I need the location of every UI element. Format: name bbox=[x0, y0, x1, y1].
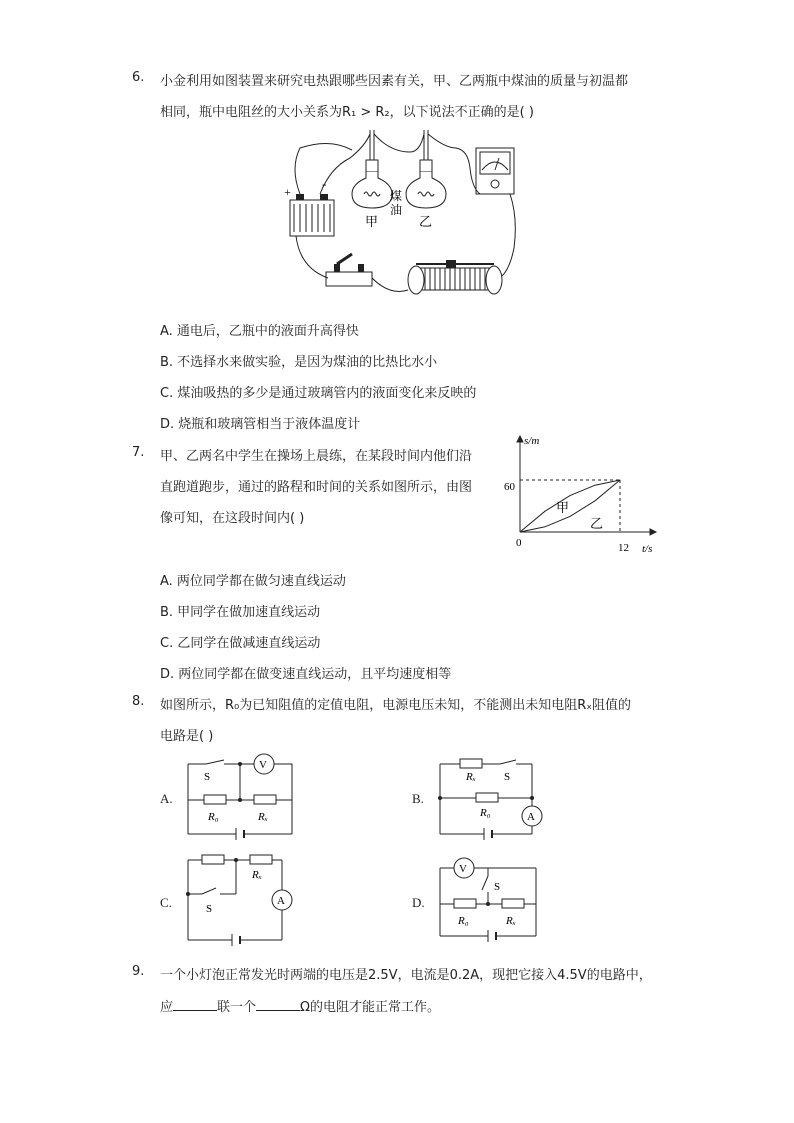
r0-resistor bbox=[202, 855, 224, 864]
answer-blank-resistance[interactable] bbox=[256, 998, 300, 1011]
kerosene-label: 油 bbox=[390, 203, 403, 217]
switch-icon bbox=[500, 760, 516, 764]
question-text: 像可知，在这段时间内( ) bbox=[160, 511, 305, 526]
rx-resistor bbox=[502, 899, 524, 908]
svg-text:S: S bbox=[204, 771, 211, 783]
switch-icon bbox=[202, 888, 216, 894]
option-c[interactable]: C. 煤油吸热的多少是通过玻璃管内的液面变化来反映的 bbox=[160, 386, 477, 401]
r0-resistor bbox=[476, 793, 498, 802]
rx-resistor bbox=[250, 855, 272, 864]
svg-text:V: V bbox=[459, 863, 467, 875]
flask-a-label: 甲 bbox=[365, 214, 379, 229]
circuit-b[interactable] bbox=[436, 752, 548, 844]
battery-minus-label: - bbox=[322, 176, 327, 191]
option-c-label[interactable]: C. bbox=[160, 895, 172, 910]
electric-heating-apparatus-figure bbox=[270, 128, 530, 310]
svg-text:Rₓ: Rₓ bbox=[252, 869, 262, 881]
option-a[interactable]: A. 通电后，乙瓶中的液面升高得快 bbox=[160, 324, 359, 339]
answer-blank-connection[interactable] bbox=[173, 998, 217, 1011]
svg-text:R₀: R₀ bbox=[458, 915, 469, 927]
question-text: 应 联一个 Ω的电阻才能正常工作。 bbox=[160, 1000, 440, 1015]
option-d[interactable]: D. 烧瓶和玻璃管相当于液体温度计 bbox=[160, 417, 361, 432]
switch-icon bbox=[326, 254, 372, 286]
question-text: 一个小灯泡正常发光时两端的电压是2.5V，电流是0.2A，现把它接入4.5V的电路中， bbox=[160, 968, 652, 983]
question-number: 6. bbox=[132, 70, 145, 85]
svg-text:S: S bbox=[206, 903, 213, 915]
svg-text:Rₓ: Rₓ bbox=[466, 771, 476, 783]
circuit-c[interactable] bbox=[184, 852, 296, 948]
circuit-a[interactable] bbox=[184, 750, 296, 844]
svg-text:S: S bbox=[494, 881, 501, 893]
option-d-label[interactable]: D. bbox=[412, 895, 425, 910]
r0-resistor bbox=[204, 795, 226, 804]
svg-text:Rₓ: Rₓ bbox=[506, 915, 516, 927]
x-tick-label: 12 bbox=[618, 542, 629, 554]
flask-b-icon bbox=[406, 130, 446, 208]
y-axis-arrow bbox=[517, 436, 523, 442]
origin-label: 0 bbox=[516, 537, 522, 549]
option-a-label[interactable]: A. bbox=[160, 791, 173, 806]
question-number: 7. bbox=[132, 445, 145, 460]
series-line-jia bbox=[520, 480, 620, 532]
svg-text:S: S bbox=[504, 771, 511, 783]
flask-b-label: 乙 bbox=[419, 214, 433, 229]
option-b[interactable]: B. 不选择水来做实验，是因为煤油的比热比水小 bbox=[160, 355, 438, 370]
svg-text:R₀: R₀ bbox=[208, 811, 219, 823]
y-axis-label: s/m bbox=[524, 435, 540, 447]
svg-text:R₀: R₀ bbox=[480, 807, 491, 819]
svg-text:A: A bbox=[527, 811, 535, 823]
question-number: 8. bbox=[132, 694, 145, 709]
question-text: 甲、乙两名中学生在操场上晨练，在某段时间内他们沿 bbox=[160, 449, 473, 464]
kerosene-label: 煤 bbox=[390, 189, 403, 203]
switch-icon bbox=[482, 876, 488, 890]
battery-plus-label: + bbox=[284, 185, 291, 199]
question-text: 如图所示，R₀为已知阻值的定值电阻，电源电压未知，不能测出未知电阻Rₓ阻值的 bbox=[160, 698, 632, 713]
question-text: 小金利用如图装置来研究电热跟哪些因素有关，甲、乙两瓶中煤油的质量与初温都 bbox=[160, 74, 629, 89]
question-text: 直跑道跑步，通过的路程和时间的关系如图所示，由图 bbox=[160, 480, 473, 495]
switch-icon bbox=[206, 760, 224, 764]
option-c[interactable]: C. 乙同学在做减速直线运动 bbox=[160, 636, 321, 651]
ammeter-icon bbox=[476, 148, 514, 194]
series-line-yi bbox=[520, 480, 620, 532]
question-number: 9. bbox=[132, 964, 145, 979]
series-label-jia: 甲 bbox=[556, 500, 570, 515]
option-b-label[interactable]: B. bbox=[412, 791, 424, 806]
option-d[interactable]: D. 两位同学都在做变速直线运动，且平均速度相等 bbox=[160, 667, 452, 682]
option-a[interactable]: A. 两位同学都在做匀速直线运动 bbox=[160, 574, 346, 589]
x-axis-arrow bbox=[650, 529, 656, 535]
s-t-graph bbox=[500, 432, 670, 560]
r0-resistor bbox=[454, 899, 476, 908]
series-label-yi: 乙 bbox=[590, 516, 604, 531]
svg-text:A: A bbox=[277, 895, 285, 907]
question-text: 电路是( ) bbox=[160, 729, 214, 744]
y-tick-label: 60 bbox=[504, 481, 515, 493]
battery-icon bbox=[290, 194, 334, 236]
option-b[interactable]: B. 甲同学在做加速直线运动 bbox=[160, 605, 321, 620]
x-axis-label: t/s bbox=[642, 543, 653, 555]
flask-a-icon bbox=[352, 130, 392, 208]
rx-resistor bbox=[460, 759, 482, 768]
question-text: 相同，瓶中电阻丝的大小关系为R₁ > R₂，以下说法不正确的是( ) bbox=[160, 105, 534, 120]
circuit-d[interactable] bbox=[436, 854, 548, 944]
rheostat-icon bbox=[408, 260, 502, 294]
rx-resistor bbox=[254, 795, 276, 804]
svg-text:Rₓ: Rₓ bbox=[258, 811, 268, 823]
svg-text:V: V bbox=[259, 759, 267, 771]
